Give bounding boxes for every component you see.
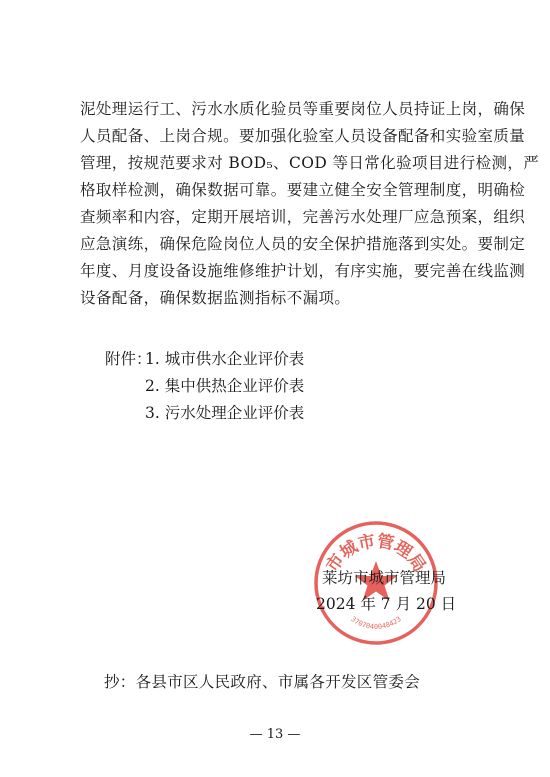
body-line: 人员配备、上岗合规。要加强化验室人员设备配备和实验室质量 xyxy=(80,127,526,145)
cc-line: 抄：各县市区人民政府、市属各开发区管委会 xyxy=(104,673,421,691)
seal-text: 市城市管理局 xyxy=(322,531,430,576)
attachments-list xyxy=(105,346,304,427)
body-line: 泥处理运行工、污水水质化验员等重要岗位人员持证上岗，确保 xyxy=(80,100,526,118)
attachment-row xyxy=(105,373,304,400)
attachment-item: 3. 污水处理企业评价表 xyxy=(145,404,305,422)
body-line: 应急演练，确保危险岗位人员的安全保护措施落到实处。要制定 xyxy=(80,235,526,253)
body-line: 管理，按规范要求对 BOD₅、COD 等日常化验项目进行检测，严 xyxy=(80,154,540,172)
attachment-row xyxy=(105,400,304,427)
page-number: — 13 — xyxy=(249,727,301,742)
attachments-label: 附件： xyxy=(105,350,152,368)
attachment-row xyxy=(105,346,304,373)
body-line: 设备配备，确保数据监测指标不漏项。 xyxy=(80,289,351,307)
attachment-item: 1. 城市供水企业评价表 xyxy=(145,350,305,368)
body-paragraph xyxy=(80,96,540,312)
issuer-name: 莱坊市城市管理局 xyxy=(322,569,447,587)
seal-serial: 3707040048423 xyxy=(349,615,403,631)
body-line: 查频率和内容，定期开展培训，完善污水处理厂应急预案，组织 xyxy=(80,208,526,226)
body-line: 格取样检测，确保数据可靠。要建立健全安全管理制度，明确检 xyxy=(80,181,526,199)
body-line: 年度、月度设备设施维修维护计划，有序实施，要完善在线监测 xyxy=(80,262,526,280)
issue-date: 2024 年 7 月 20 日 xyxy=(316,595,457,613)
attachment-item: 2. 集中供热企业评价表 xyxy=(145,377,305,395)
